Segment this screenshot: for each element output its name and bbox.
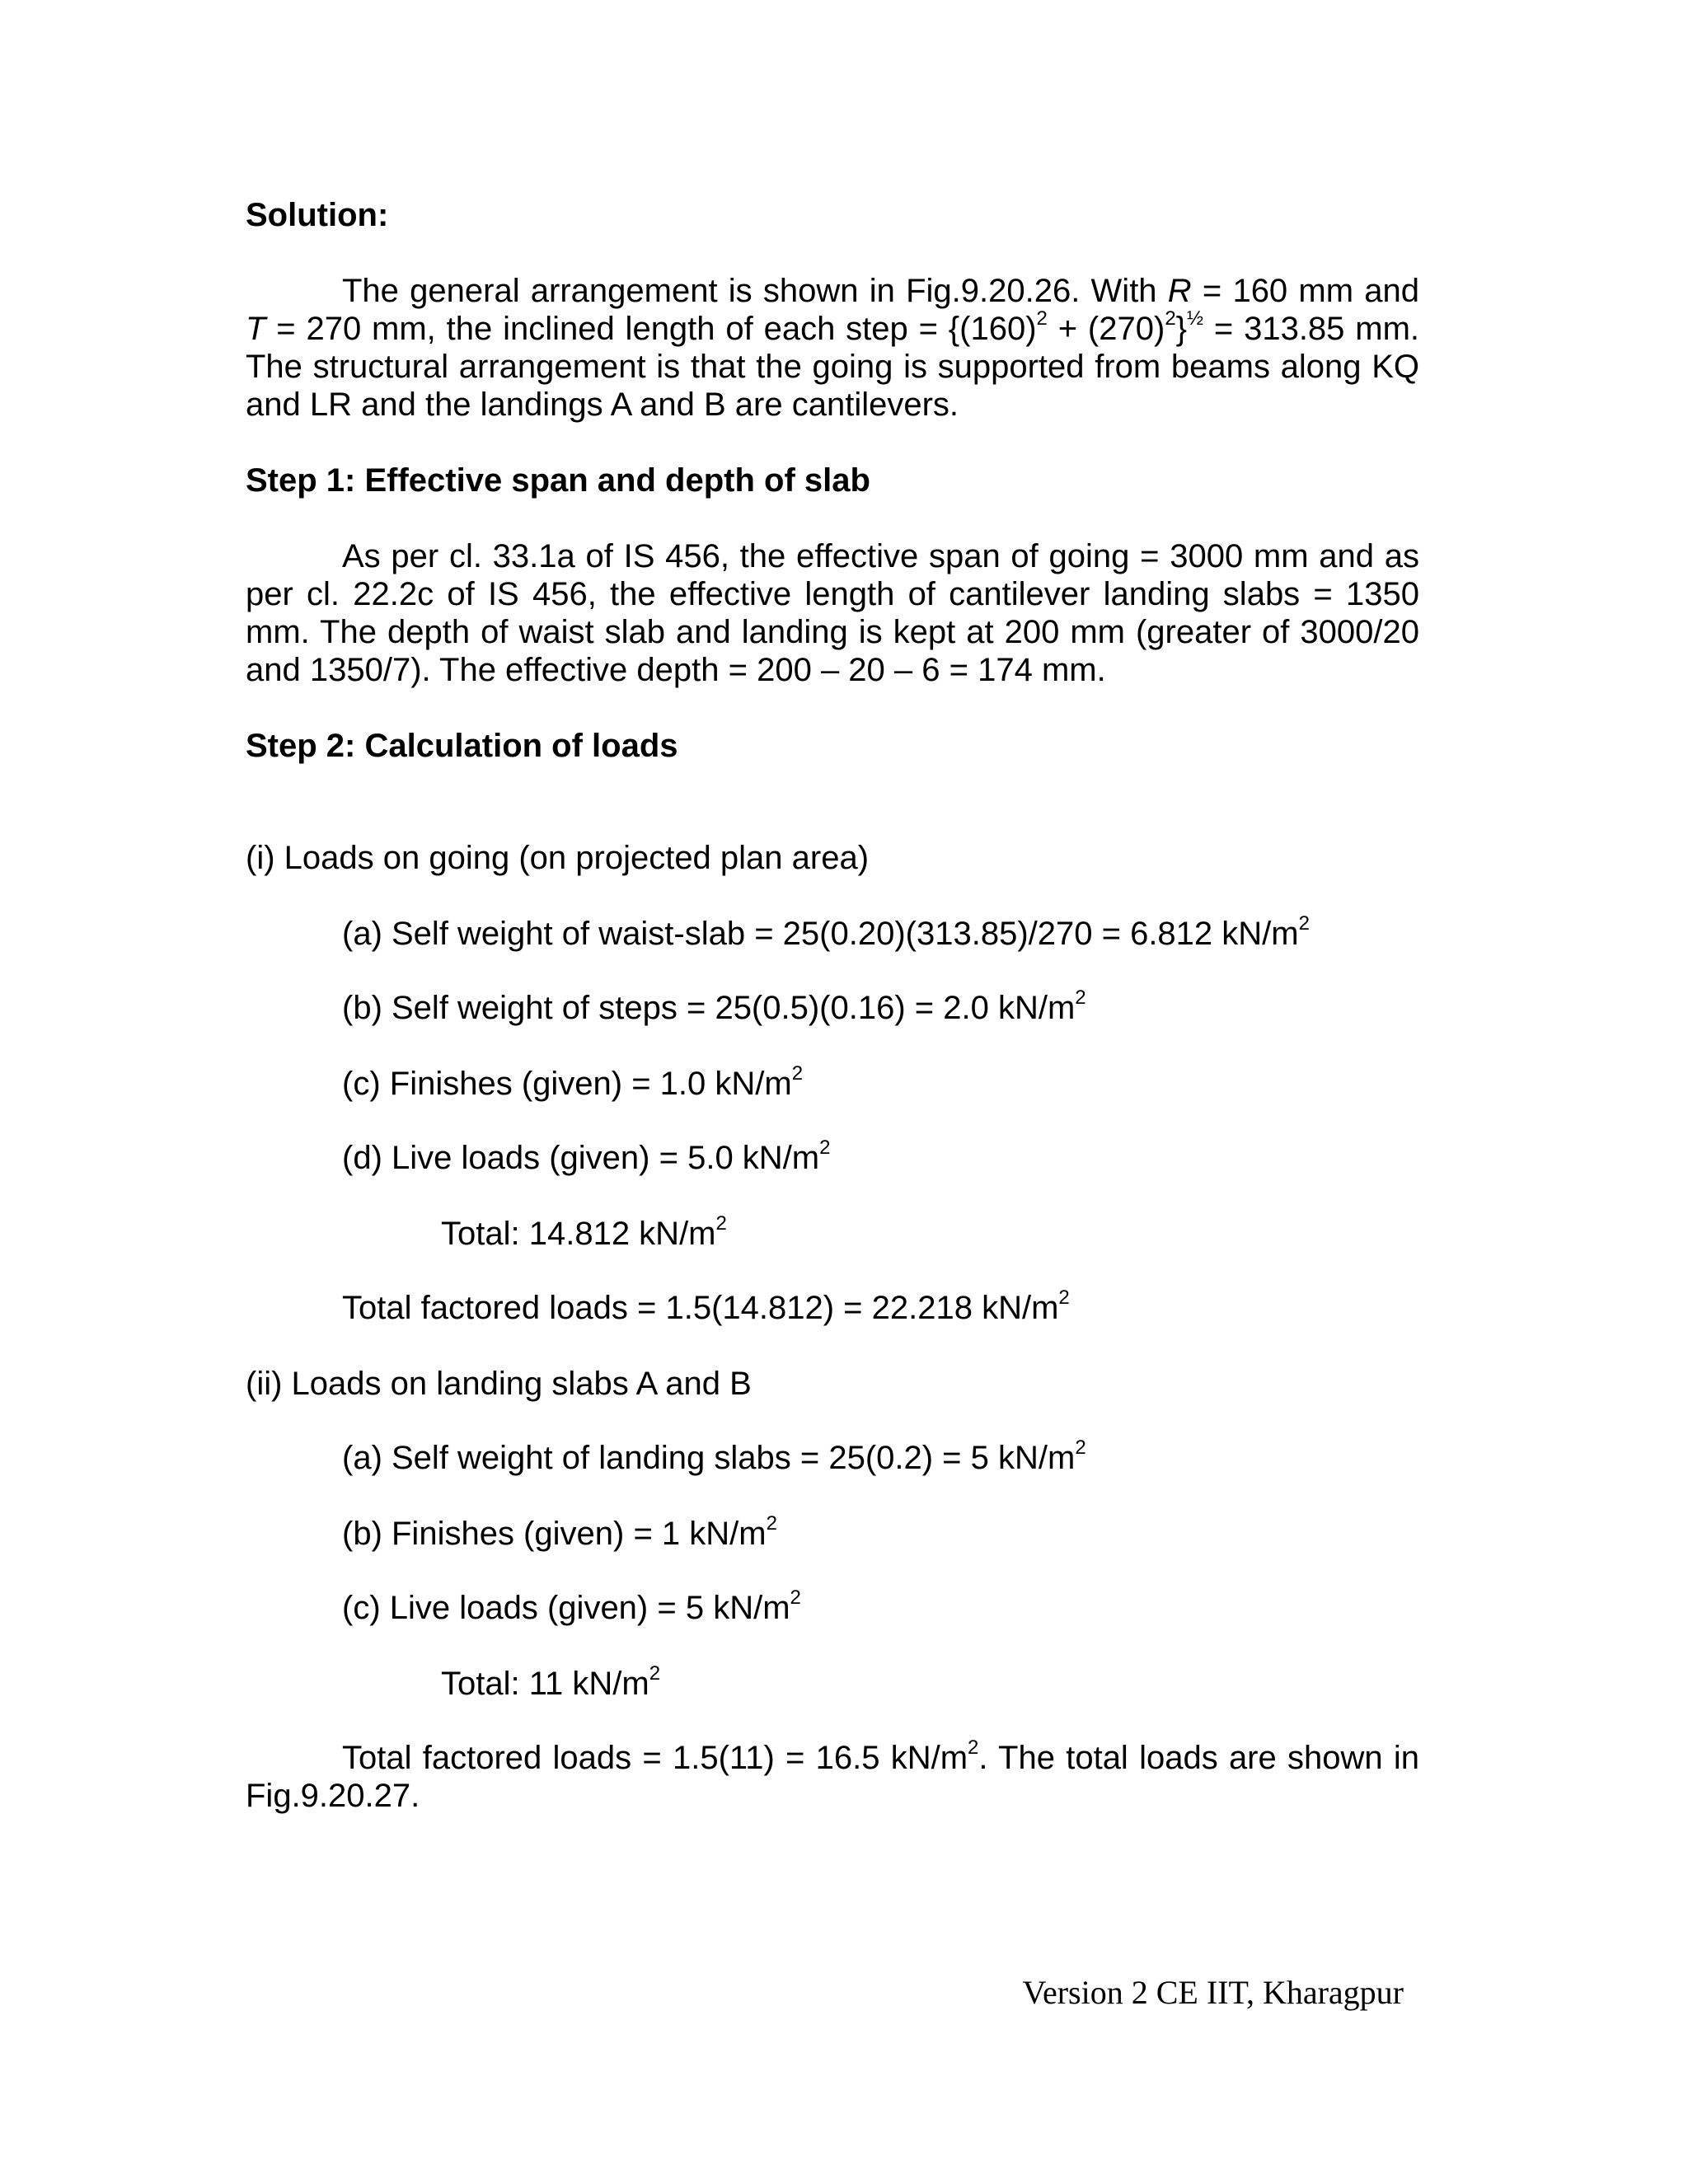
step1-paragraph: As per cl. 33.1a of IS 456, the effective span of going = 3000 mm and as per cl. 22.2c of IS 456, the effective length of cantilever landing slabs = 1350 mm. The depth of waist slab and landing is kept at 200 mm (greater of 3000/20 and 1350/7). The effective depth = 200 – 20 – 6 = 174 mm. bbox=[246, 538, 1419, 688]
item-text: Total: 14.812 kN/m bbox=[441, 1216, 716, 1252]
intro-text: + (270) bbox=[1047, 311, 1165, 347]
intro-text: = 270 mm, the inclined length of each step = {(160) bbox=[265, 311, 1037, 347]
item-text: Total: 11 kN/m bbox=[441, 1666, 649, 1702]
step1-heading: Step 1: Effective span and depth of slab bbox=[246, 462, 870, 499]
item-text: (d) Live loads (given) = 5.0 kN/m bbox=[342, 1140, 820, 1176]
superscript: 2 bbox=[790, 1586, 801, 1609]
item-text: Total factored loads = 1.5(11) = 16.5 kN/m bbox=[342, 1740, 968, 1776]
item-text: (b) Finishes (given) = 1 kN/m bbox=[342, 1516, 767, 1552]
landing-total bbox=[441, 1662, 1414, 1703]
superscript: 2 bbox=[766, 1512, 777, 1535]
superscript: 2 bbox=[968, 1736, 979, 1759]
landing-item-c bbox=[342, 1586, 1414, 1627]
superscript: 2 bbox=[1298, 912, 1310, 935]
intro-text: } bbox=[1175, 311, 1188, 347]
item-text: . The total loads are shown in Fig.9.20.27. bbox=[246, 1740, 1420, 1814]
intro-text: = 313.85 mm. The structural arrangement is that the going is supported from beams along KQ and LR and the landings A and B are cantilevers. bbox=[246, 311, 1420, 423]
superscript: 2 bbox=[1058, 1286, 1070, 1309]
item-text: Total factored loads = 1.5(14.812) = 22.218 kN/m bbox=[342, 1290, 1059, 1326]
item-text: (c) Finishes (given) = 1.0 kN/m bbox=[342, 1066, 792, 1102]
item-text: (a) Self weight of landing slabs = 25(0.2) = 5 kN/m bbox=[342, 1440, 1076, 1476]
landing-factored bbox=[246, 1736, 1420, 1815]
intro-text: The general arrangement is shown in Fig.9.20.26. With bbox=[342, 273, 1168, 309]
item-text: (c) Live loads (given) = 5 kN/m bbox=[342, 1590, 790, 1626]
going-total bbox=[441, 1212, 1414, 1253]
superscript: 2 bbox=[1036, 307, 1048, 330]
landing-item-a bbox=[342, 1436, 1414, 1477]
superscript: 2 bbox=[715, 1212, 727, 1235]
item-text: (b) Self weight of steps = 25(0.5)(0.16) = 2.0 kN/m bbox=[342, 990, 1076, 1026]
superscript: 2 bbox=[819, 1137, 831, 1159]
going-heading: (i) Loads on going (on projected plan area) bbox=[246, 840, 870, 876]
going-item-a bbox=[342, 912, 1414, 953]
landing-item-b bbox=[342, 1512, 1414, 1553]
superscript: 2 bbox=[1075, 1436, 1086, 1459]
superscript: 2 bbox=[649, 1662, 661, 1685]
item-text: (a) Self weight of waist-slab = 25(0.20)(313.85)/270 = 6.812 kN/m bbox=[342, 916, 1299, 952]
going-item-c bbox=[342, 1062, 1414, 1103]
superscript: 2 bbox=[1075, 987, 1086, 1009]
superscript: ½ bbox=[1187, 307, 1204, 330]
solution-heading: Solution: bbox=[246, 197, 389, 233]
superscript: 2 bbox=[791, 1062, 804, 1085]
going-item-d bbox=[342, 1139, 1414, 1177]
intro-paragraph bbox=[246, 272, 1419, 424]
going-item-b bbox=[342, 989, 1414, 1027]
step2-heading: Step 2: Calculation of loads bbox=[246, 728, 678, 764]
intro-text: = 160 mm and bbox=[1191, 273, 1419, 309]
landing-heading: (ii) Loads on landing slabs A and B bbox=[246, 1366, 752, 1402]
superscript: 2 bbox=[1165, 307, 1176, 330]
going-factored bbox=[342, 1286, 1414, 1327]
page-footer: Version 2 CE IIT, Kharagpur bbox=[1022, 1974, 1404, 2011]
symbol-t: T bbox=[246, 311, 266, 347]
symbol-r: R bbox=[1167, 273, 1192, 309]
